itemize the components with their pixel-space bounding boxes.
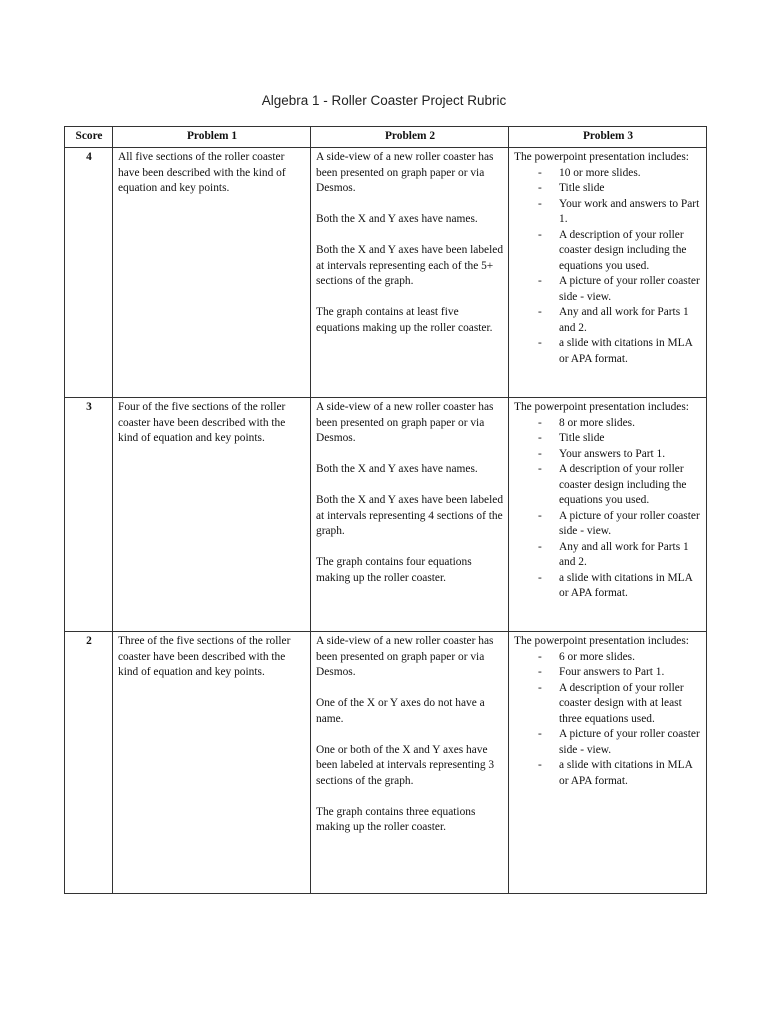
criterion-list xyxy=(514,650,702,790)
criterion-text: The graph contains at least five equations making up the roller coaster. xyxy=(316,306,493,334)
table-row xyxy=(65,632,707,894)
problem-3-cell xyxy=(509,398,707,632)
problem-1-cell xyxy=(113,398,311,632)
problem-2-cell xyxy=(311,398,509,632)
header-score: Score xyxy=(65,127,113,148)
list-item: - A picture of your roller coaster side - view. xyxy=(538,727,702,758)
table-row xyxy=(65,148,707,398)
list-item: - Title slide xyxy=(538,181,702,197)
list-item: - a slide with citations in MLA or APA format. xyxy=(538,336,702,367)
problem-3-cell xyxy=(509,632,707,894)
criterion-intro: The powerpoint presentation includes: xyxy=(514,151,689,163)
criterion-text: Both the X and Y axes have names. xyxy=(316,213,478,225)
criterion-text: Four of the five sections of the roller coaster have been described with the kind of equation and key points. xyxy=(118,401,286,444)
table-row xyxy=(65,398,707,632)
header-problem-2: Problem 2 xyxy=(311,127,509,148)
criterion-intro: The powerpoint presentation includes: xyxy=(514,401,689,413)
criterion-text: The graph contains four equations making up the roller coaster. xyxy=(316,556,472,584)
list-item: - Four answers to Part 1. xyxy=(538,665,702,681)
criterion-text: All five sections of the roller coaster have been described with the kind of equation and key points. xyxy=(118,151,286,194)
list-item: - a slide with citations in MLA or APA format. xyxy=(538,758,702,789)
criterion-intro: The powerpoint presentation includes: xyxy=(514,635,689,647)
list-item: - 8 or more slides. xyxy=(538,416,702,432)
criterion-list xyxy=(514,416,702,602)
list-item: - 6 or more slides. xyxy=(538,650,702,666)
criterion-text: Three of the five sections of the roller coaster have been described with the kind of equation and key points. xyxy=(118,635,291,678)
problem-1-cell xyxy=(113,632,311,894)
criterion-text: Both the X and Y axes have been labeled at intervals representing each of the 5+ sections of the graph. xyxy=(316,244,504,287)
criterion-text: The graph contains three equations making up the roller coaster. xyxy=(316,805,476,833)
list-item: - Any and all work for Parts 1 and 2. xyxy=(538,540,702,571)
score-cell: 4 xyxy=(65,148,113,398)
score-cell: 3 xyxy=(65,398,113,632)
problem-3-cell xyxy=(509,148,707,398)
list-item: - Title slide xyxy=(538,431,702,447)
criterion-text: One or both of the X and Y axes have been labeled at intervals representing 3 sections of the graph. xyxy=(316,743,495,787)
header-problem-3: Problem 3 xyxy=(509,127,707,148)
rubric-table xyxy=(64,126,707,894)
criterion-list xyxy=(514,166,702,368)
list-item: - A description of your roller coaster design including the equations you used. xyxy=(538,228,702,275)
problem-2-cell xyxy=(311,148,509,398)
score-cell: 2 xyxy=(65,632,113,894)
list-item: - A description of your roller coaster design with at least three equations used. xyxy=(538,681,702,728)
list-item: - Your answers to Part 1. xyxy=(538,447,702,463)
criterion-text: A side-view of a new roller coaster has been presented on graph paper or via Desmos. xyxy=(316,635,494,678)
list-item: - Your work and answers to Part 1. xyxy=(538,197,702,228)
list-item: - A description of your roller coaster design including the equations you used. xyxy=(538,462,702,509)
list-item: - A picture of your roller coaster side - view. xyxy=(538,274,702,305)
list-item: - Any and all work for Parts 1 and 2. xyxy=(538,305,702,336)
header-row xyxy=(65,127,707,148)
criterion-text: One of the X or Y axes do not have a name. xyxy=(316,697,485,725)
header-problem-1: Problem 1 xyxy=(113,127,311,148)
problem-2-cell xyxy=(311,632,509,894)
criterion-text: A side-view of a new roller coaster has been presented on graph paper or via Desmos. xyxy=(316,401,494,444)
criterion-text: A side-view of a new roller coaster has been presented on graph paper or via Desmos. xyxy=(316,151,494,194)
criterion-text: Both the X and Y axes have been labeled at intervals representing 4 sections of the graph. xyxy=(316,494,504,537)
problem-1-cell xyxy=(113,148,311,398)
list-item: - A picture of your roller coaster side - view. xyxy=(538,509,702,540)
list-item: - a slide with citations in MLA or APA format. xyxy=(538,571,702,602)
page-title: Algebra 1 - Roller Coaster Project Rubric xyxy=(261,93,507,108)
list-item: - 10 or more slides. xyxy=(538,166,702,182)
criterion-text: Both the X and Y axes have names. xyxy=(316,463,478,475)
